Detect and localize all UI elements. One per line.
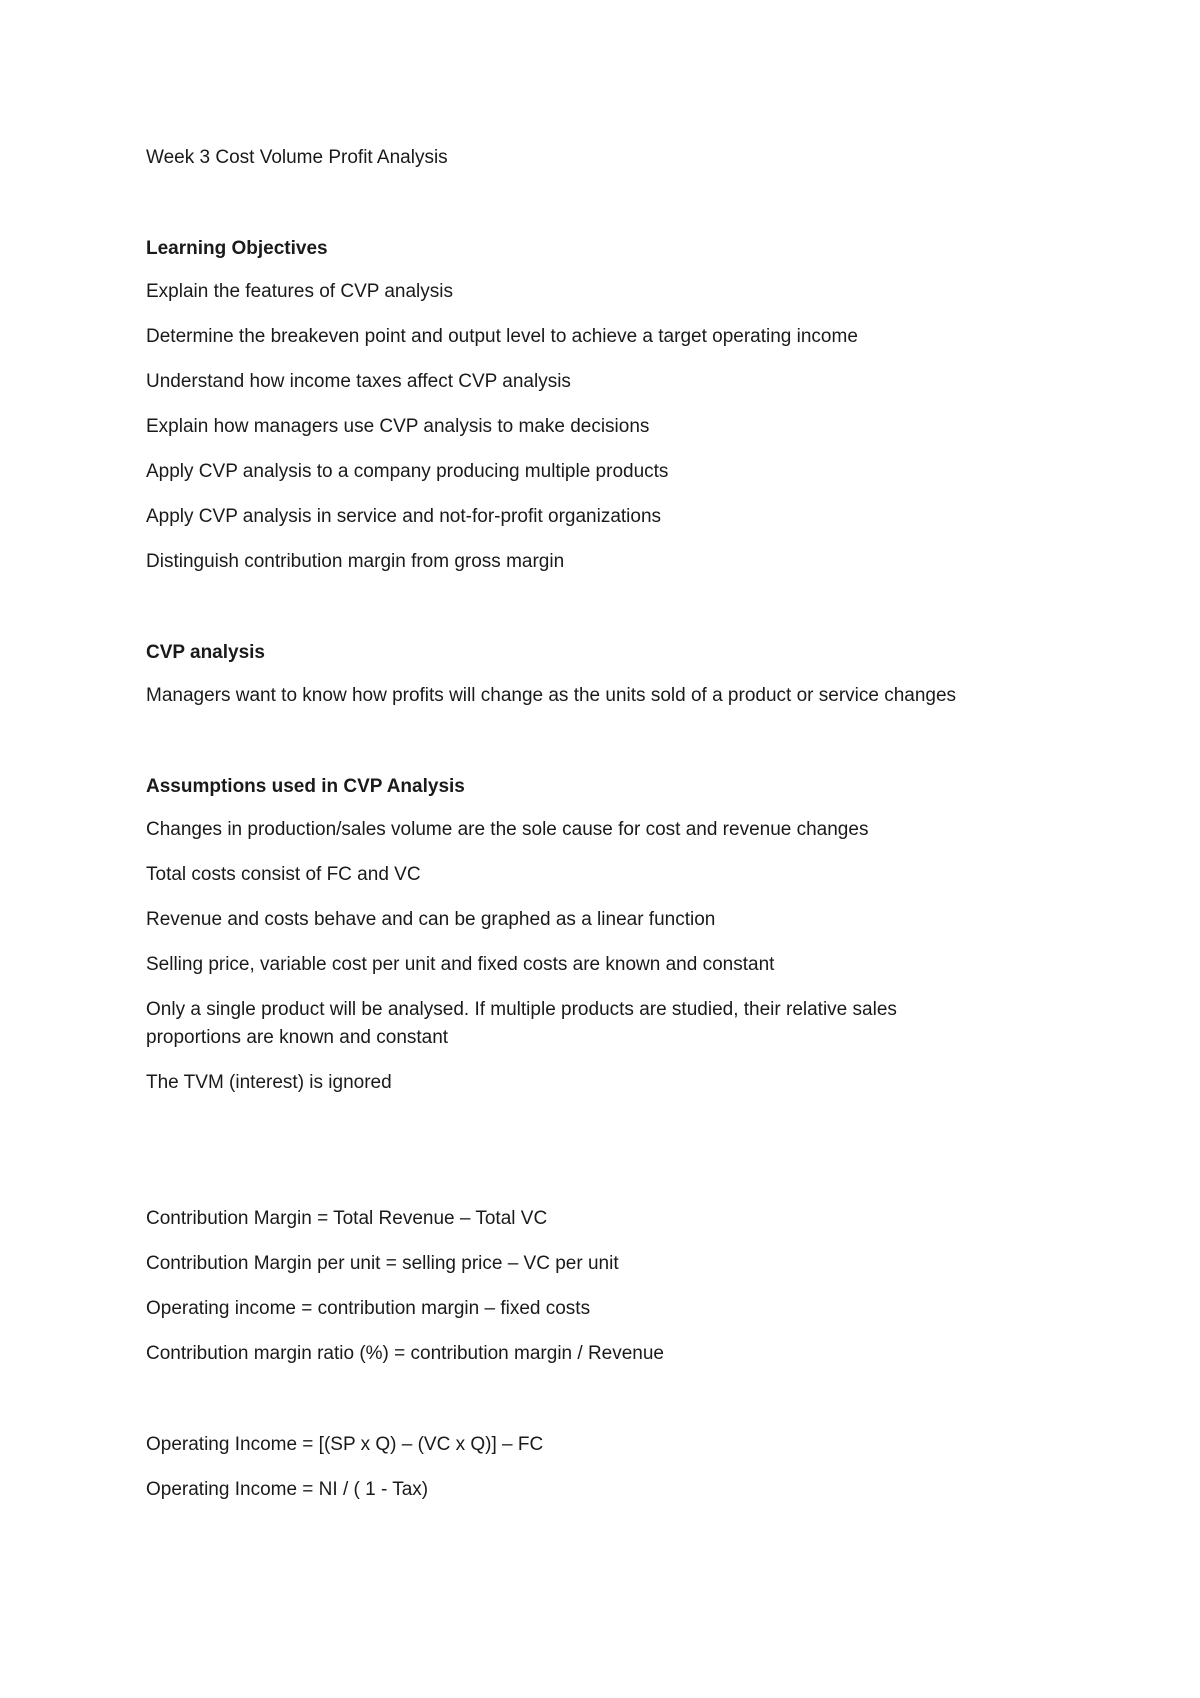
assumptions-heading: Assumptions used in CVP Analysis (146, 776, 465, 797)
objective-item: Understand how income taxes affect CVP analysis (146, 371, 571, 392)
cvp-analysis-heading: CVP analysis (146, 642, 266, 663)
objective-item: Distinguish contribution margin from gross margin (146, 551, 565, 572)
assumption-item: Selling price, variable cost per unit and fixed costs are known and constant (146, 954, 775, 975)
cvp-analysis-text: Managers want to know how profits will change as the units sold of a product or service changes (146, 685, 957, 706)
operating-income-formula: Operating Income = [(SP x Q) – (VC x Q)] – FC (146, 1434, 544, 1455)
assumption-item: Only a single product will be analysed. If multiple products are studied, their relative sales proportions are known and constant (146, 999, 897, 1048)
formula-line: Contribution Margin = Total Revenue – Total VC (146, 1208, 548, 1229)
document-body (146, 144, 1066, 1504)
document-title: Week 3 Cost Volume Profit Analysis (146, 147, 448, 168)
learning-objectives-heading: Learning Objectives (146, 238, 328, 259)
objective-item: Explain how managers use CVP analysis to make decisions (146, 416, 650, 437)
formula-line: Operating income = contribution margin – fixed costs (146, 1298, 591, 1319)
objective-item: Determine the breakeven point and output level to achieve a target operating income (146, 326, 858, 347)
assumption-item: Changes in production/sales volume are the sole cause for cost and revenue changes (146, 819, 869, 840)
formula-line: Contribution margin ratio (%) = contribution margin / Revenue (146, 1343, 665, 1364)
assumption-item: The TVM (interest) is ignored (146, 1072, 392, 1093)
objective-item: Explain the features of CVP analysis (146, 281, 453, 302)
operating-income-formula: Operating Income = NI / ( 1 - Tax) (146, 1479, 429, 1500)
assumption-item: Total costs consist of FC and VC (146, 864, 421, 885)
assumption-item: Revenue and costs behave and can be graphed as a linear function (146, 909, 716, 930)
objective-item: Apply CVP analysis in service and not-for-profit organizations (146, 506, 662, 527)
objective-item: Apply CVP analysis to a company producing multiple products (146, 461, 669, 482)
formula-line: Contribution Margin per unit = selling price – VC per unit (146, 1253, 619, 1274)
